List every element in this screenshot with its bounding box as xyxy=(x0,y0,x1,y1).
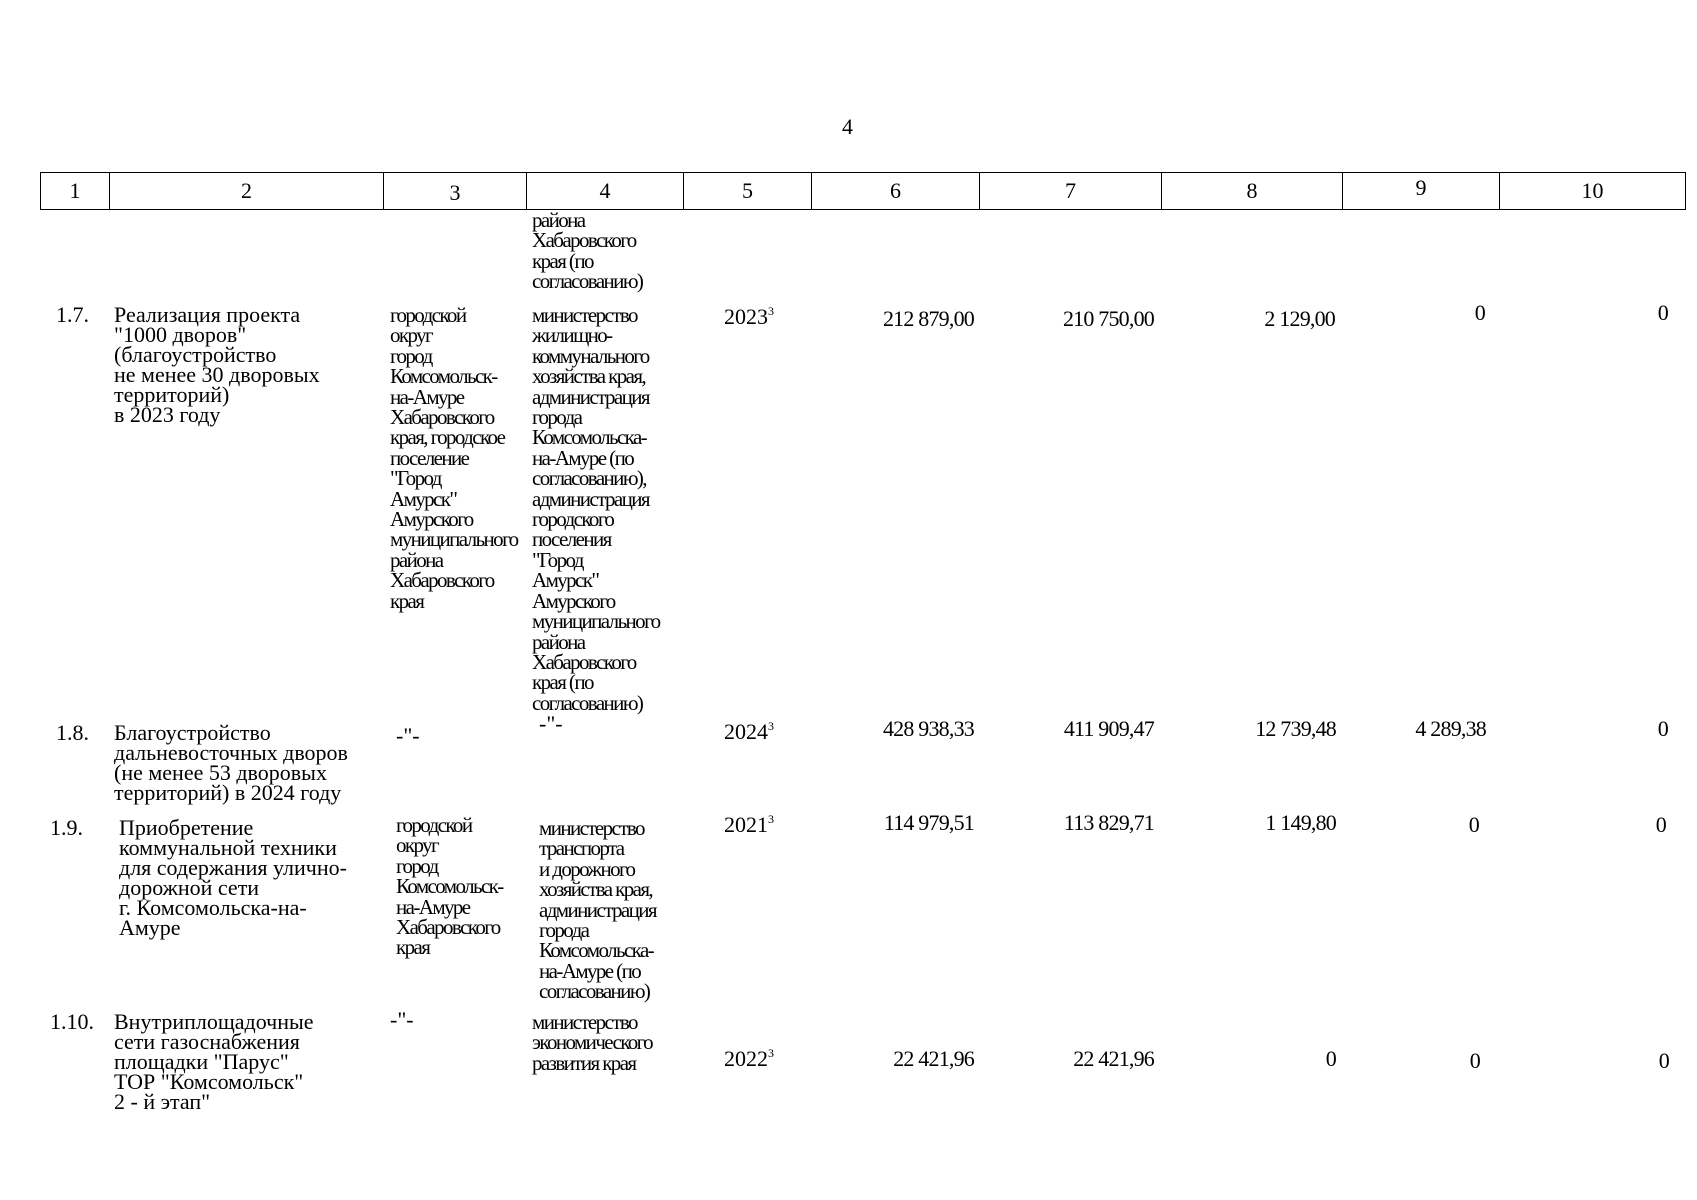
year-value: 2024 xyxy=(724,719,768,744)
table-header xyxy=(40,172,1686,210)
row-other: 0 xyxy=(1657,300,1668,325)
header-col-10: 10 xyxy=(1581,178,1604,203)
row-local: 0 xyxy=(1469,1048,1480,1073)
row-number: 1.10. xyxy=(50,1009,94,1034)
row-executor: -"- xyxy=(539,711,563,736)
year-footnote: 3 xyxy=(768,812,774,826)
row-regional: 0 xyxy=(1325,1046,1336,1071)
year-footnote: 3 xyxy=(768,719,774,733)
row-name: Приобретение коммунальной техники для содержания улично- дорожной сети г. Комсомольска-на- Амуре xyxy=(119,815,347,940)
row-total: 212 879,00 xyxy=(882,306,974,331)
row-year xyxy=(724,304,774,329)
row-other: 0 xyxy=(1657,716,1668,741)
row-local: 4 289,38 xyxy=(1415,716,1486,741)
row-regional: 2 129,00 xyxy=(1264,306,1335,331)
header-col-8: 8 xyxy=(1162,173,1343,209)
row-executor: министерство жилищно- коммунального хозяйства края, администрация города Комсомольска- на-Амуре (по согласованию), администрация городского поселения "Город Амурск" Амурского муниципального района Хабаровского края (по согласованию) xyxy=(532,303,660,715)
row-territory: городской округ город Комсомольск- на-Амуре Хабаровского края, городское поселение "Город Амурск" Амурского муниципального района Хабаровского края xyxy=(390,303,518,613)
row-name: Реализация проекта "1000 дворов" (благоустройство не менее 30 дворовых территорий) в 2023 году xyxy=(114,302,320,427)
year-footnote: 3 xyxy=(768,1046,774,1060)
row-total: 114 979,51 xyxy=(883,810,974,835)
row-executor: министерство экономического развития края xyxy=(532,1010,653,1075)
row-number: 1.7. xyxy=(56,302,89,327)
row-other: 0 xyxy=(1658,1048,1669,1073)
header-col-6: 6 xyxy=(812,173,980,209)
header-col-1: 1 xyxy=(41,173,110,209)
row-number: 1.9. xyxy=(50,815,83,840)
year-value: 2023 xyxy=(724,304,768,329)
row-federal: 210 750,00 xyxy=(1062,306,1154,331)
row-year xyxy=(724,812,774,837)
row-local: 0 xyxy=(1474,300,1485,325)
row-total: 428 938,33 xyxy=(882,716,974,741)
row-federal: 411 909,47 xyxy=(1063,716,1154,741)
row-other: 0 xyxy=(1655,812,1666,837)
year-value: 2021 xyxy=(724,812,768,837)
header-col-9: 9 xyxy=(1343,173,1500,209)
row-total: 22 421,96 xyxy=(893,1046,974,1071)
header-col-2: 2 xyxy=(110,173,384,209)
row-regional: 12 739,48 xyxy=(1255,716,1336,741)
row-territory: -"- xyxy=(390,1007,414,1032)
row-number: 1.8. xyxy=(56,720,89,745)
header-col-3: 3 xyxy=(384,173,527,209)
page-number: 4 xyxy=(842,114,853,139)
row-territory: городской округ город Комсомольск- на-Амуре Хабаровского края xyxy=(396,813,503,960)
row-year xyxy=(724,1046,774,1071)
continuation-executor: района Хабаровского края (по согласованию) xyxy=(532,208,643,294)
row-federal: 22 421,96 xyxy=(1073,1046,1154,1071)
header-col-5: 5 xyxy=(684,173,812,209)
row-territory: -"- xyxy=(396,723,420,748)
header-col-4: 4 xyxy=(527,173,684,209)
year-value: 2022 xyxy=(724,1046,768,1071)
row-federal: 113 829,71 xyxy=(1063,810,1154,835)
year-footnote: 3 xyxy=(768,304,774,318)
row-local: 0 xyxy=(1468,812,1479,837)
row-executor: министерство транспорта и дорожного хозяйства края, администрация города Комсомольска- на-Амуре (по согласованию) xyxy=(539,816,656,1004)
header-col-7: 7 xyxy=(980,173,1162,209)
row-regional: 1 149,80 xyxy=(1265,810,1336,835)
row-name: Внутриплощадочные сети газоснабжения площадки "Парус" ТОР "Комсомольск" 2 - й этап" xyxy=(114,1009,314,1114)
row-name: Благоустройство дальневосточных дворов (не менее 53 дворовых территорий) в 2024 году xyxy=(114,720,348,805)
row-year xyxy=(724,719,774,744)
